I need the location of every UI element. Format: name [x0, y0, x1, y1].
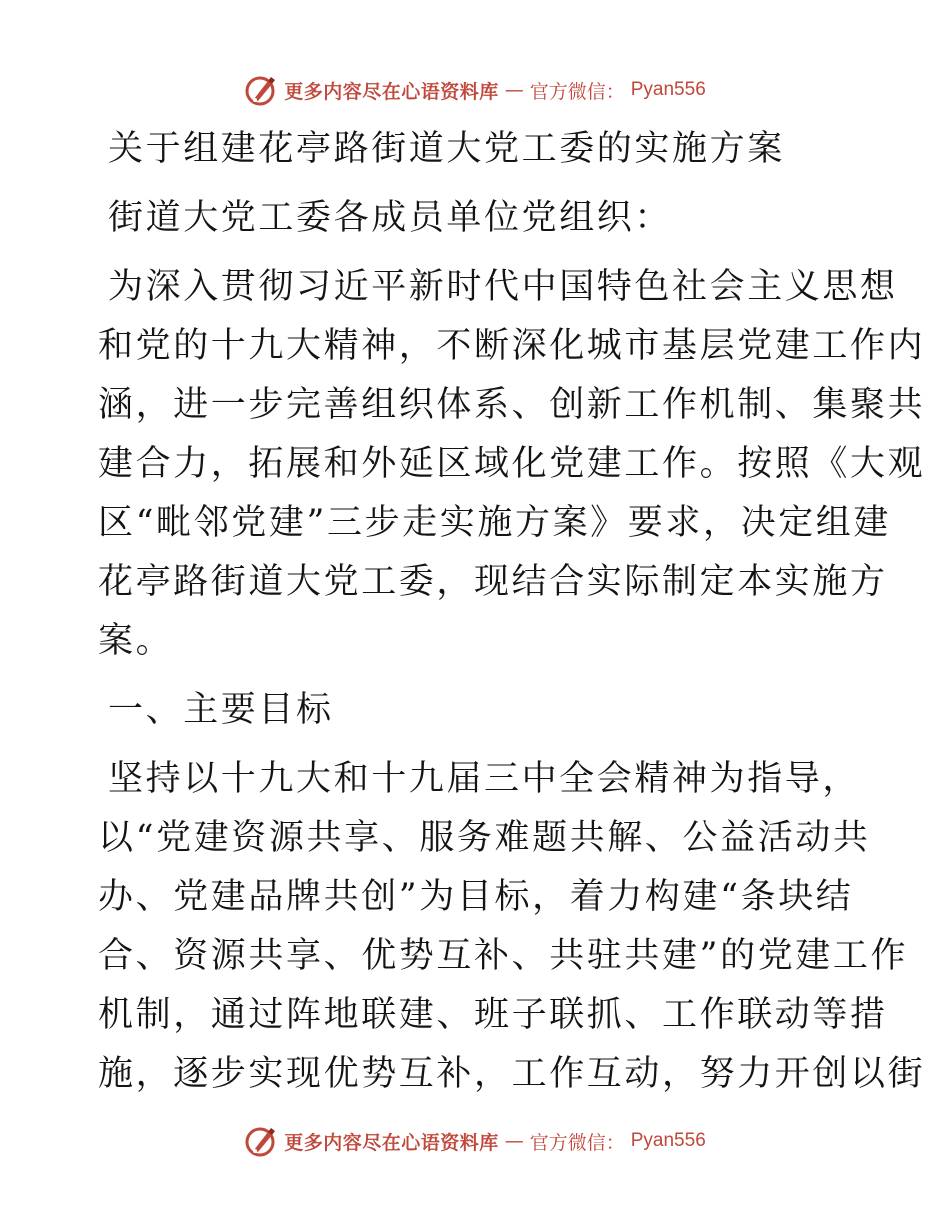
watermark-wechat-id: Pyan556 [630, 79, 706, 100]
section1-line: 坚持以十九大和十九届三中全会精神为指导， [108, 759, 861, 799]
watermark-sub-text: 官方微信： [529, 80, 625, 103]
intro-line: 区“毗邻党建”三步走实施方案》要求，决定组建 [98, 503, 891, 543]
watermark-wechat-id: Pyan556 [630, 1130, 706, 1151]
intro-line: 涵，进一步完善组织体系、创新工作机制、集聚共 [98, 385, 926, 425]
document-title: 关于组建花亭路街道大党工委的实施方案 [108, 129, 785, 169]
document-body [98, 120, 926, 1104]
intro-line: 建合力，拓展和外延区域化党建工作。按照《大观 [98, 444, 926, 484]
intro-line: 为深入贯彻习近平新时代中国特色社会主义思想 [108, 267, 898, 307]
watermark-sub-text: 官方微信： [529, 1131, 625, 1154]
pen-logo-icon [244, 1124, 278, 1158]
section1-line: 以“党建资源共享、服务难题共解、公益活动共 [98, 818, 871, 858]
section1-paragraph [98, 750, 926, 1104]
intro-line: 和党的十九大精神，不断深化城市基层党建工作内 [98, 326, 926, 366]
watermark-main-text: 更多内容尽在心语资料库 [284, 1131, 499, 1154]
section1-line: 合、资源共享、优势互补、共驻共建”的党建工作 [98, 936, 909, 976]
section1-line: 办、党建品牌共创”为目标，着力构建“条块结 [98, 877, 854, 917]
intro-line: 案。 [98, 621, 174, 661]
section1-line: 机制，通过阵地联建、班子联抓、工作联动等措 [98, 995, 888, 1035]
watermark-main-text: 更多内容尽在心语资料库 [284, 80, 499, 103]
watermark-separator: — [504, 1130, 524, 1152]
salutation: 街道大党工委各成员单位党组织： [108, 198, 673, 238]
watermark-separator: — [504, 79, 524, 101]
pen-logo-icon [244, 73, 278, 107]
watermark-footer [0, 1121, 950, 1161]
intro-line: 花亭路街道大党工委，现结合实际制定本实施方 [98, 562, 888, 602]
section-heading: 一、主要目标 [108, 690, 334, 730]
section1-line: 施，逐步实现优势互补，工作互动，努力开创以街 [98, 1054, 926, 1094]
watermark-header [0, 70, 950, 110]
intro-paragraph [98, 258, 926, 671]
